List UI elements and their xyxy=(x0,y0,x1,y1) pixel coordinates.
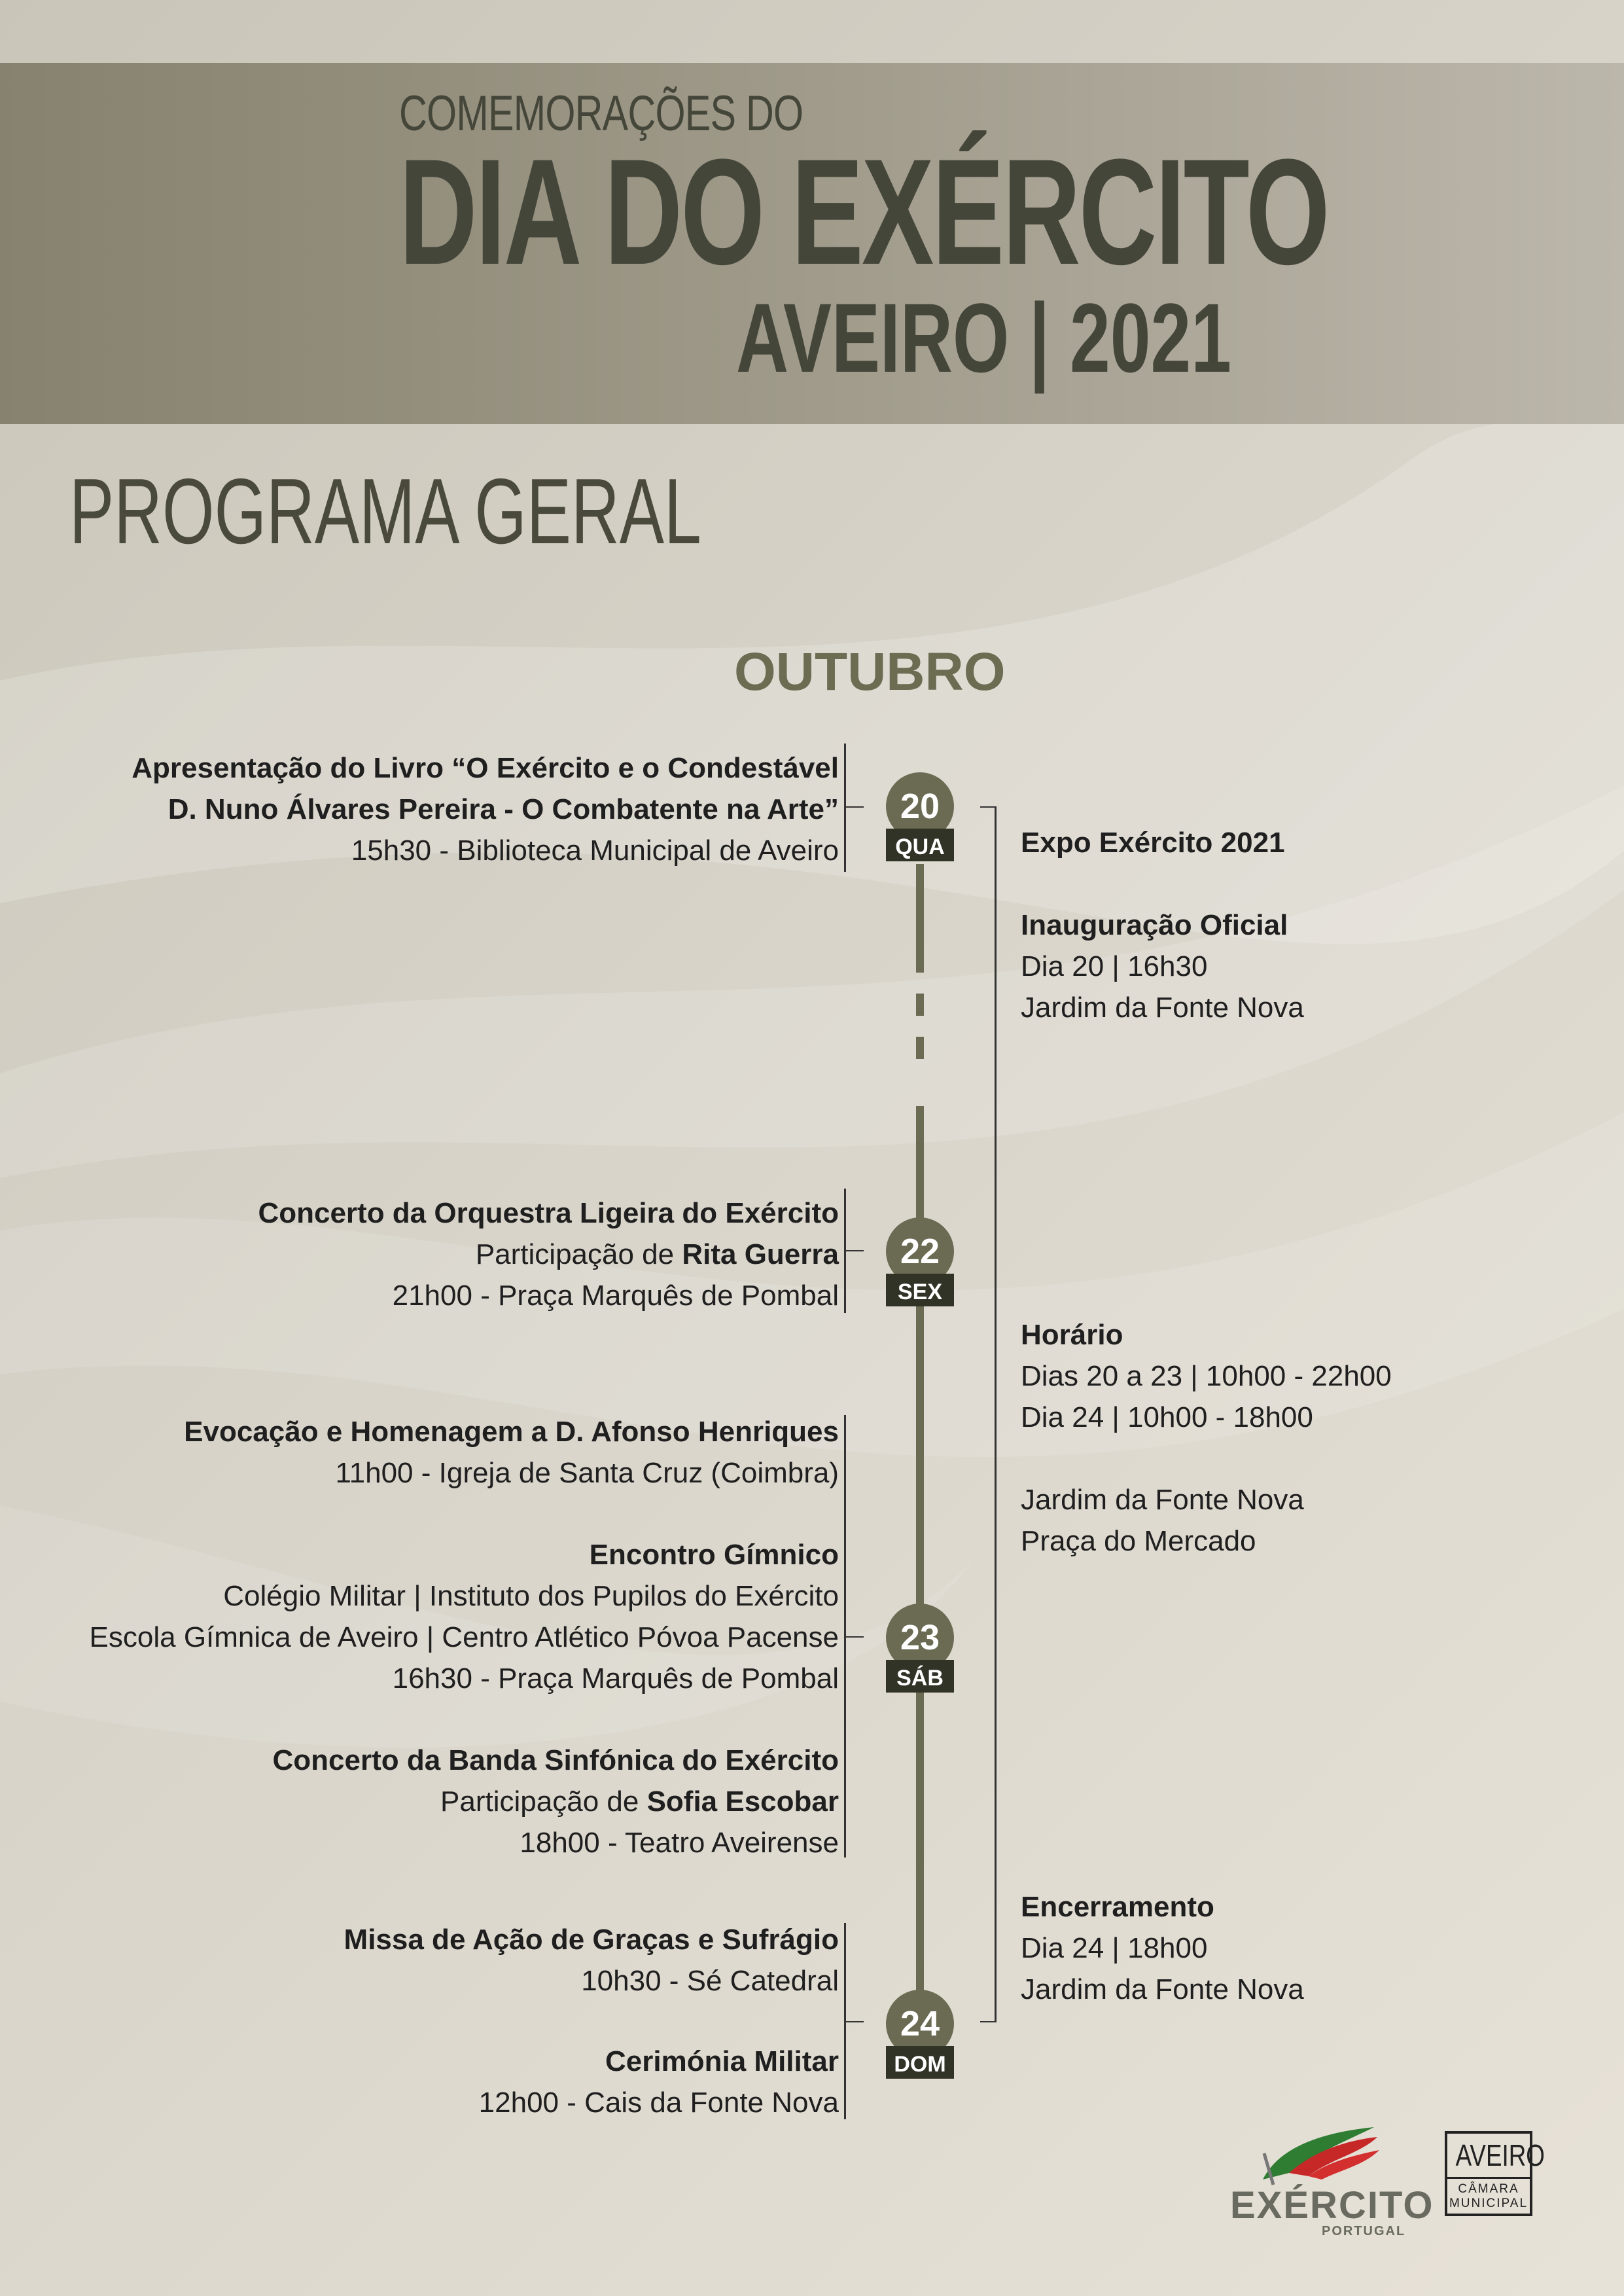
event-title: Apresentação do Livro “O Exército e o Condestável xyxy=(132,752,839,784)
camara-divider xyxy=(1447,2177,1530,2179)
schedule-title: Horário xyxy=(1021,1319,1123,1351)
event-time-place: 11h00 - Igreja de Santa Cruz (Coimbra) xyxy=(335,1457,839,1489)
inauguration-date: Dia 20 | 16h30 xyxy=(1021,950,1208,982)
day-weekday: SÁB xyxy=(886,1660,954,1693)
event-d23-evocacao xyxy=(184,1411,839,1494)
expo-bracket-top xyxy=(980,806,996,808)
bracket-tick xyxy=(844,1636,864,1638)
event-d22 xyxy=(258,1193,839,1316)
event-time-place: 15h30 - Biblioteca Municipal de Aveiro xyxy=(351,834,839,867)
day-weekday: DOM xyxy=(886,2046,954,2079)
event-title: Concerto da Orquestra Ligeira do Exército xyxy=(258,1197,839,1229)
event-title: Encontro Gímnico xyxy=(589,1539,839,1571)
bracket-tick xyxy=(844,2021,864,2022)
day-badge-22 xyxy=(886,1217,954,1314)
timeline-dash xyxy=(916,994,924,1016)
flag-icon xyxy=(1250,2114,1381,2186)
exercito-country: PORTUGAL xyxy=(1322,2224,1406,2238)
event-title: D. Nuno Álvares Pereira - O Combatente na Arte” xyxy=(168,793,839,825)
closing-title: Encerramento xyxy=(1021,1891,1214,1923)
closing-date: Dia 24 | 18h00 xyxy=(1021,1932,1208,1964)
camara-subtitle xyxy=(1447,2182,1530,2211)
expo-schedule xyxy=(1021,1314,1392,1562)
participation-prefix: Participação de xyxy=(440,1785,647,1818)
day-badge-20 xyxy=(886,772,954,869)
schedule-line: Dia 24 | 10h00 - 18h00 xyxy=(1021,1401,1313,1433)
participation-name: Rita Guerra xyxy=(682,1238,839,1270)
inauguration-place: Jardim da Fonte Nova xyxy=(1021,992,1304,1024)
expo-title-block xyxy=(1021,822,1285,863)
event-time-place: 21h00 - Praça Marquês de Pombal xyxy=(392,1280,839,1312)
day-number: 22 xyxy=(886,1217,954,1285)
camara-title: AVEIRO xyxy=(1455,2138,1545,2172)
schedule-line: Dias 20 a 23 | 10h00 - 22h00 xyxy=(1021,1360,1392,1392)
event-detail: Escola Gímnica de Aveiro | Centro Atlético Póvoa Pacense xyxy=(89,1621,839,1653)
bracket-d20 xyxy=(844,744,846,872)
day-number: 20 xyxy=(886,772,954,840)
day-weekday: SEX xyxy=(886,1274,954,1306)
program-title: PROGRAMA GERAL xyxy=(69,459,701,564)
event-d24-missa xyxy=(344,1919,839,2001)
header xyxy=(399,85,1328,393)
event-time-place: 18h00 - Teatro Aveirense xyxy=(520,1827,839,1859)
event-d20 xyxy=(132,747,839,871)
expo-bracket xyxy=(995,806,997,2022)
event-d23-gimnico xyxy=(90,1534,839,1699)
camara-sub2: MUNICIPAL xyxy=(1449,2197,1528,2210)
exercito-name: EXÉRCITO xyxy=(1230,2184,1434,2227)
camara-sub1: CÂMARA xyxy=(1458,2182,1519,2196)
event-participation xyxy=(273,1781,839,1822)
day-number: 23 xyxy=(886,1604,954,1672)
bracket-tick xyxy=(844,1250,864,1251)
header-title: DIA DO EXÉRCITO xyxy=(399,128,1328,296)
expo-bracket-bottom xyxy=(980,2021,996,2022)
event-participation xyxy=(258,1234,839,1275)
event-title: Concerto da Banda Sinfónica do Exército xyxy=(272,1744,839,1776)
event-detail: Colégio Militar | Instituto dos Pupilos do Exército xyxy=(223,1580,839,1612)
exercito-logo xyxy=(1224,2114,1434,2238)
day-number: 24 xyxy=(886,1990,954,2058)
event-d23-concerto xyxy=(273,1740,839,1863)
schedule-place: Praça do Mercado xyxy=(1021,1525,1256,1557)
month-heading: OUTUBRO xyxy=(734,642,1006,702)
timeline-dash xyxy=(916,1037,924,1059)
header-city-year: AVEIRO | 2021 xyxy=(735,283,1231,393)
event-title: Missa de Ação de Graças e Sufrágio xyxy=(344,1924,839,1956)
event-time-place: 10h30 - Sé Catedral xyxy=(581,1965,839,1997)
expo-inauguration xyxy=(1021,905,1304,1028)
day-badge-24 xyxy=(886,1990,954,2087)
day-badge-23 xyxy=(886,1604,954,1700)
timeline-axis-top xyxy=(916,864,924,973)
bracket-tick xyxy=(844,806,864,808)
participation-name: Sofia Escobar xyxy=(646,1785,839,1818)
closing-place: Jardim da Fonte Nova xyxy=(1021,1973,1304,2005)
header-subtitle: COMEMORAÇÕES DO xyxy=(399,86,803,141)
participation-prefix: Participação de xyxy=(475,1238,682,1270)
expo-title: Expo Exército 2021 xyxy=(1021,827,1285,859)
camara-municipal-logo xyxy=(1445,2131,1545,2216)
schedule-place: Jardim da Fonte Nova xyxy=(1021,1484,1304,1516)
event-time-place: 12h00 - Cais da Fonte Nova xyxy=(478,2087,839,2119)
day-weekday: QUA xyxy=(886,829,954,861)
event-d24-cerimonia xyxy=(479,2041,839,2123)
event-time-place: 16h30 - Praça Marquês de Pombal xyxy=(392,1662,839,1695)
event-title: Evocação e Homenagem a D. Afonso Henriques xyxy=(184,1416,839,1448)
inauguration-title: Inauguração Oficial xyxy=(1021,909,1288,941)
expo-closing xyxy=(1021,1886,1304,2010)
event-title: Cerimónia Militar xyxy=(605,2045,839,2077)
